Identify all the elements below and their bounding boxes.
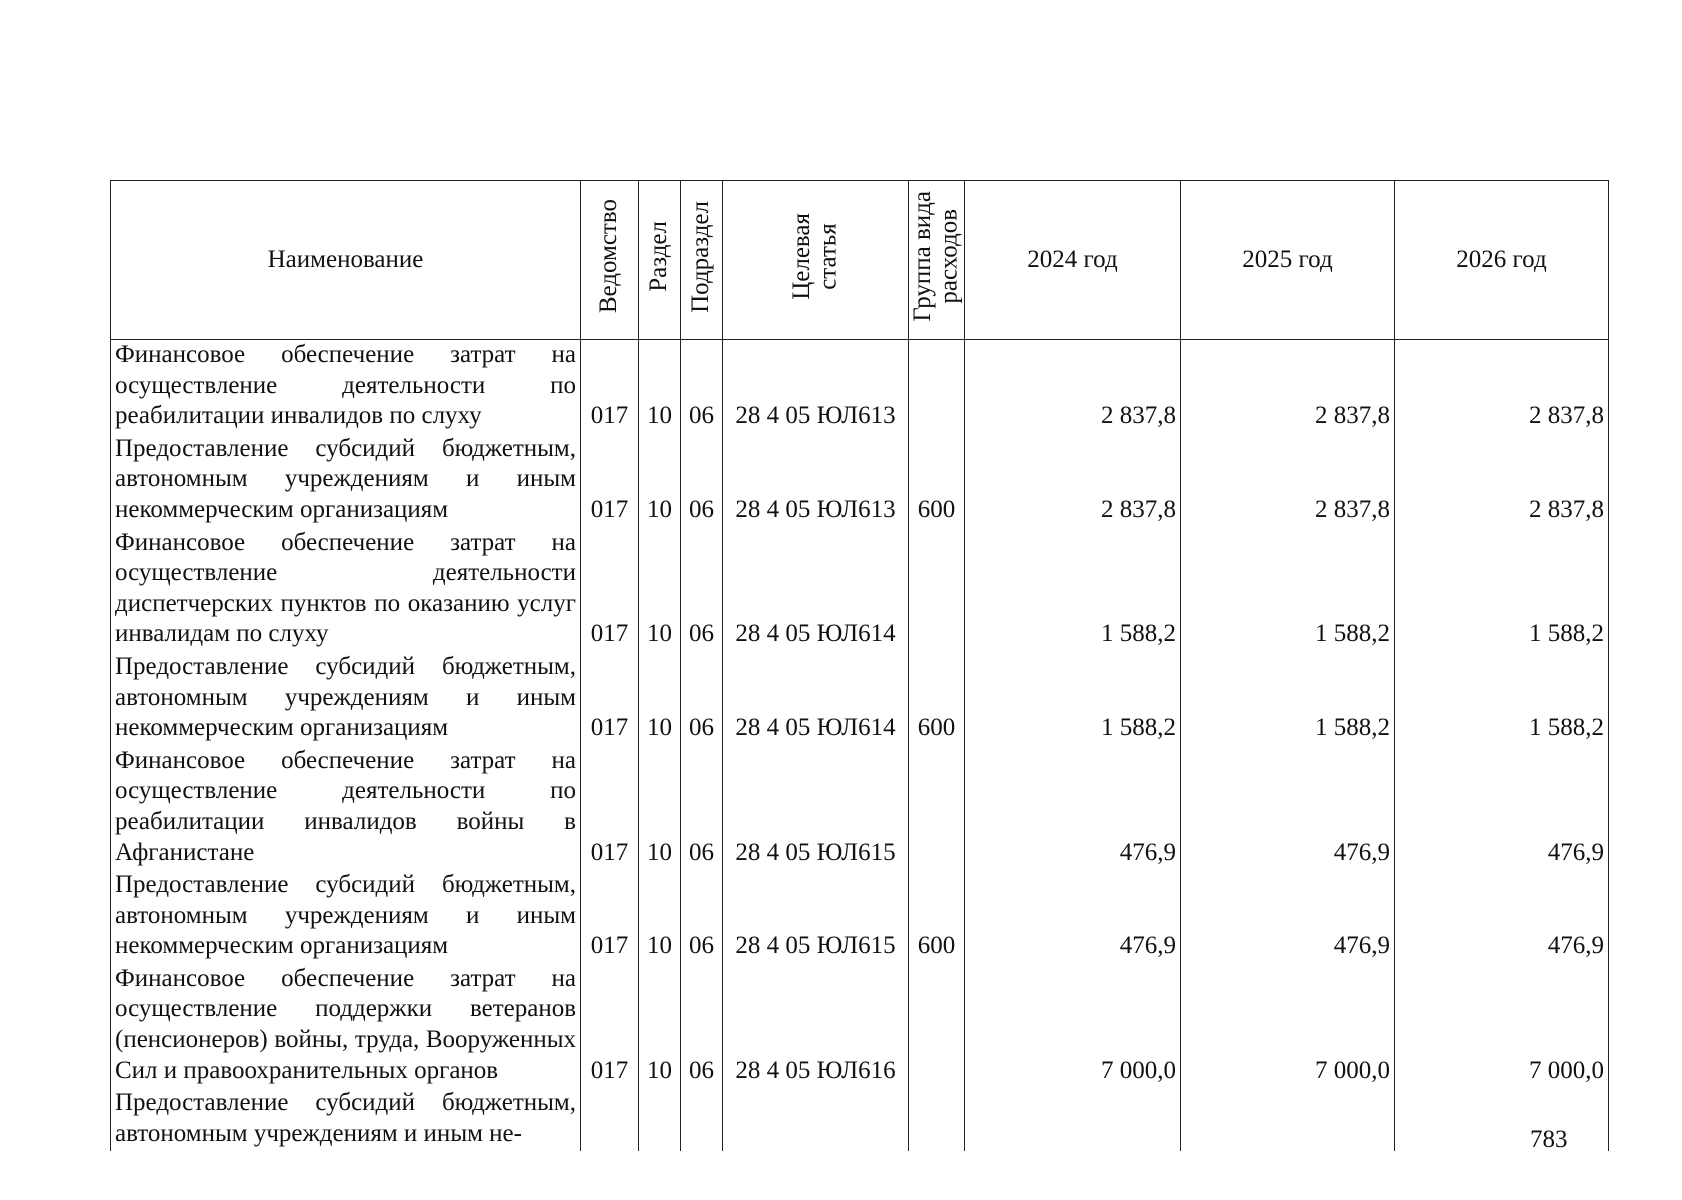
row-2024: 1 588,2 bbox=[965, 652, 1181, 746]
header-department bbox=[581, 181, 639, 340]
table-row bbox=[111, 964, 1609, 1088]
row-department bbox=[581, 1088, 639, 1151]
header-2026: 2026 год bbox=[1395, 181, 1609, 340]
row-2024: 476,9 bbox=[965, 870, 1181, 964]
header-section bbox=[639, 181, 681, 340]
row-2026: 1 588,2 bbox=[1395, 528, 1609, 652]
budget-table bbox=[110, 180, 1609, 1151]
row-expense-group bbox=[909, 1088, 965, 1151]
row-2024: 1 588,2 bbox=[965, 528, 1181, 652]
row-2026: 1 588,2 bbox=[1395, 652, 1609, 746]
row-2024: 2 837,8 bbox=[965, 340, 1181, 434]
row-2025: 7 000,0 bbox=[1181, 964, 1395, 1088]
row-2026 bbox=[1395, 1088, 1609, 1151]
row-expense-group bbox=[909, 340, 965, 434]
row-department: 017 bbox=[581, 434, 639, 528]
row-subsection: 06 bbox=[681, 528, 723, 652]
row-target-item bbox=[723, 1088, 909, 1151]
row-2026: 476,9 bbox=[1395, 746, 1609, 870]
row-subsection: 06 bbox=[681, 746, 723, 870]
row-expense-group: 600 bbox=[909, 652, 965, 746]
table-row bbox=[111, 652, 1609, 746]
row-target-item: 28 4 05 ЮЛ614 bbox=[723, 652, 909, 746]
row-2025: 2 837,8 bbox=[1181, 434, 1395, 528]
row-department: 017 bbox=[581, 528, 639, 652]
row-2026: 2 837,8 bbox=[1395, 434, 1609, 528]
row-2024 bbox=[965, 1088, 1181, 1151]
row-2025: 1 588,2 bbox=[1181, 652, 1395, 746]
row-2024: 7 000,0 bbox=[965, 964, 1181, 1088]
row-expense-group bbox=[909, 528, 965, 652]
header-expense-group-label: Группа вида расходов bbox=[909, 191, 963, 322]
header-name: Наименование bbox=[111, 181, 581, 340]
row-name: Предоставление субсидий бюджетным, автономным учреждениям и иным не- bbox=[111, 1088, 581, 1151]
row-target-item: 28 4 05 ЮЛ614 bbox=[723, 528, 909, 652]
row-2025: 2 837,8 bbox=[1181, 340, 1395, 434]
row-target-item: 28 4 05 ЮЛ615 bbox=[723, 870, 909, 964]
row-2024: 476,9 bbox=[965, 746, 1181, 870]
table-row bbox=[111, 746, 1609, 870]
row-subsection: 06 bbox=[681, 434, 723, 528]
header-2024: 2024 год bbox=[965, 181, 1181, 340]
table-row bbox=[111, 340, 1609, 434]
row-expense-group bbox=[909, 746, 965, 870]
row-subsection: 06 bbox=[681, 652, 723, 746]
row-department: 017 bbox=[581, 340, 639, 434]
table-body bbox=[111, 340, 1609, 1152]
row-target-item: 28 4 05 ЮЛ613 bbox=[723, 340, 909, 434]
header-section-label: Раздел bbox=[645, 221, 673, 292]
row-2025: 476,9 bbox=[1181, 746, 1395, 870]
row-section: 10 bbox=[639, 434, 681, 528]
row-name: Финансовое обеспечение затрат на осуществление деятельности диспетчерских пунктов по оказанию услуг инвалидам по слуху bbox=[111, 528, 581, 652]
row-section: 10 bbox=[639, 340, 681, 434]
row-name: Предоставление субсидий бюджетным, автономным учреждениям и иным некоммерческим организациям bbox=[111, 434, 581, 528]
row-subsection: 06 bbox=[681, 964, 723, 1088]
header-expense-group bbox=[909, 181, 965, 340]
row-2025 bbox=[1181, 1088, 1395, 1151]
row-target-item: 28 4 05 ЮЛ615 bbox=[723, 746, 909, 870]
row-target-item: 28 4 05 ЮЛ613 bbox=[723, 434, 909, 528]
table-row bbox=[111, 528, 1609, 652]
row-subsection: 06 bbox=[681, 870, 723, 964]
row-2025: 1 588,2 bbox=[1181, 528, 1395, 652]
row-department: 017 bbox=[581, 964, 639, 1088]
table-row-cut-off bbox=[111, 1088, 1609, 1151]
row-subsection bbox=[681, 1088, 723, 1151]
row-name: Финансовое обеспечение затрат на осуществление деятельности по реабилитации инвалидов по слуху bbox=[111, 340, 581, 434]
row-name: Предоставление субсидий бюджетным, автономным учреждениям и иным некоммерческим организациям bbox=[111, 870, 581, 964]
row-section: 10 bbox=[639, 528, 681, 652]
row-section: 10 bbox=[639, 870, 681, 964]
row-name: Финансовое обеспечение затрат на осуществление деятельности по реабилитации инвалидов войны в Афганистане bbox=[111, 746, 581, 870]
row-name: Предоставление субсидий бюджетным, автономным учреждениям и иным некоммерческим организациям bbox=[111, 652, 581, 746]
row-name: Финансовое обеспечение затрат на осуществление поддержки ветеранов (пенсионеров) войны, труда, Вооруженных Сил и правоохранительных органов bbox=[111, 964, 581, 1088]
header-2025: 2025 год bbox=[1181, 181, 1395, 340]
row-2026: 2 837,8 bbox=[1395, 340, 1609, 434]
row-target-item: 28 4 05 ЮЛ616 bbox=[723, 964, 909, 1088]
table-header bbox=[111, 181, 1609, 340]
row-2025: 476,9 bbox=[1181, 870, 1395, 964]
table-row bbox=[111, 434, 1609, 528]
header-subsection-label: Подраздел bbox=[687, 200, 715, 313]
row-section: 10 bbox=[639, 746, 681, 870]
row-expense-group bbox=[909, 964, 965, 1088]
header-subsection bbox=[681, 181, 723, 340]
row-department: 017 bbox=[581, 870, 639, 964]
table-row bbox=[111, 870, 1609, 964]
header-target-item-label: Целевая статья bbox=[788, 213, 842, 300]
row-section: 10 bbox=[639, 652, 681, 746]
page-number: 783 bbox=[1530, 1126, 1568, 1153]
row-expense-group: 600 bbox=[909, 870, 965, 964]
row-2024: 2 837,8 bbox=[965, 434, 1181, 528]
row-section bbox=[639, 1088, 681, 1151]
row-subsection: 06 bbox=[681, 340, 723, 434]
row-section: 10 bbox=[639, 964, 681, 1088]
header-row bbox=[111, 181, 1609, 340]
row-2026: 7 000,0 bbox=[1395, 964, 1609, 1088]
row-expense-group: 600 bbox=[909, 434, 965, 528]
row-department: 017 bbox=[581, 746, 639, 870]
row-department: 017 bbox=[581, 652, 639, 746]
header-target-item bbox=[723, 181, 909, 340]
header-department-label: Ведомство bbox=[595, 199, 623, 314]
row-2026: 476,9 bbox=[1395, 870, 1609, 964]
